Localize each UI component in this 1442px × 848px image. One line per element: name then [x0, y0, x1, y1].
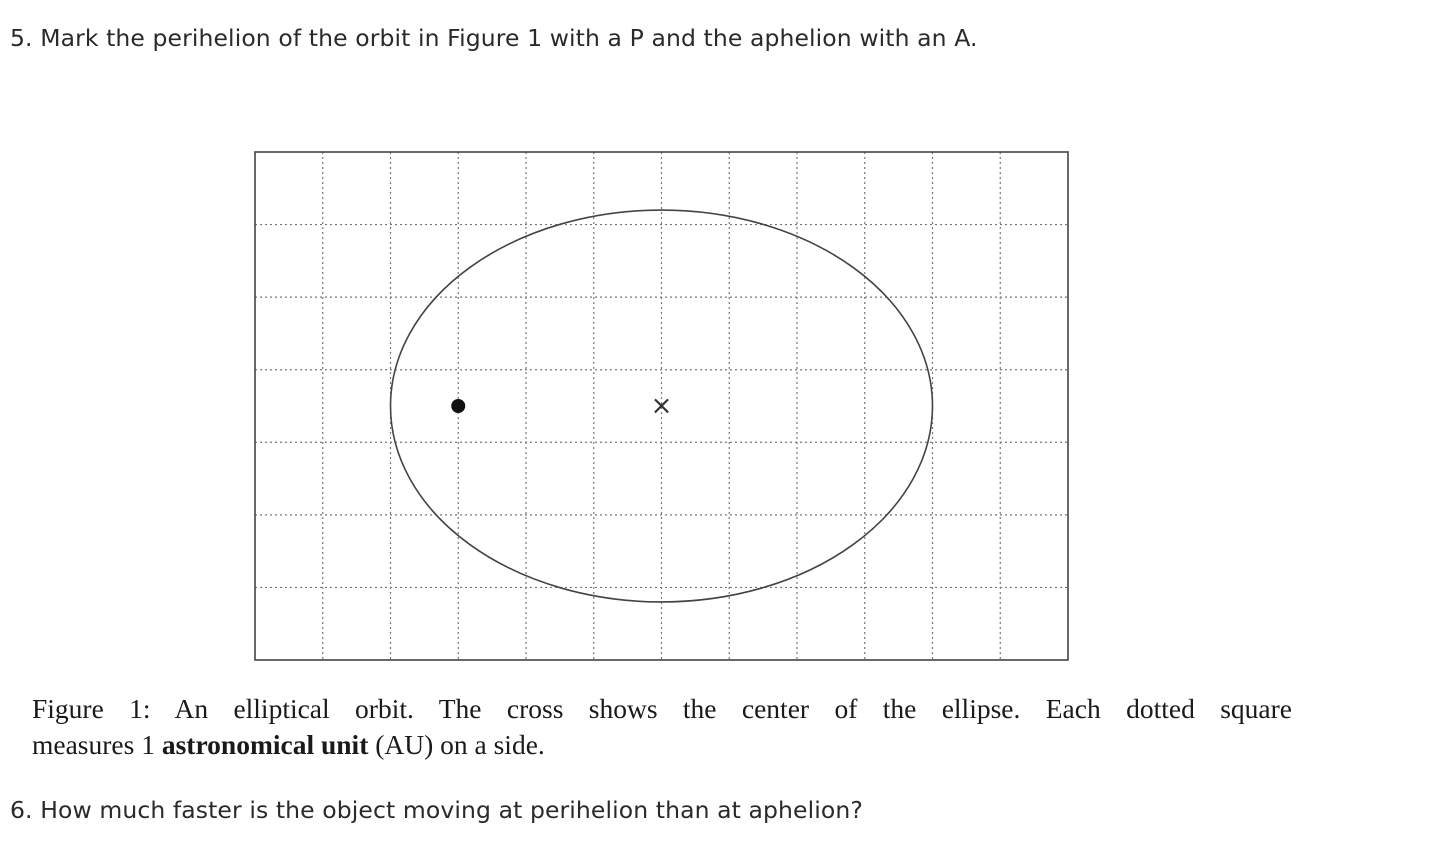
orbiting-object-dot	[451, 399, 465, 413]
question-6: 6. How much faster is the object moving at perihelion than at aphelion?	[10, 796, 863, 824]
caption-text-1: An elliptical orbit. The cross shows the center of the ellipse. Each dotted square	[174, 693, 1292, 724]
caption-text-2a: measures 1	[32, 729, 155, 760]
caption-line-1	[32, 691, 1292, 727]
center-cross-icon: ×	[650, 391, 673, 421]
caption-term-au: astronomical unit	[161, 729, 369, 760]
caption-label: Figure 1:	[32, 693, 151, 724]
caption-text-2b: (AU) on a side.	[375, 729, 545, 760]
caption-line-2	[32, 727, 1292, 763]
question-5: 5. Mark the perihelion of the orbit in Figure 1 with a P and the aphelion with an A.	[10, 24, 978, 52]
figure-caption	[32, 691, 1292, 763]
